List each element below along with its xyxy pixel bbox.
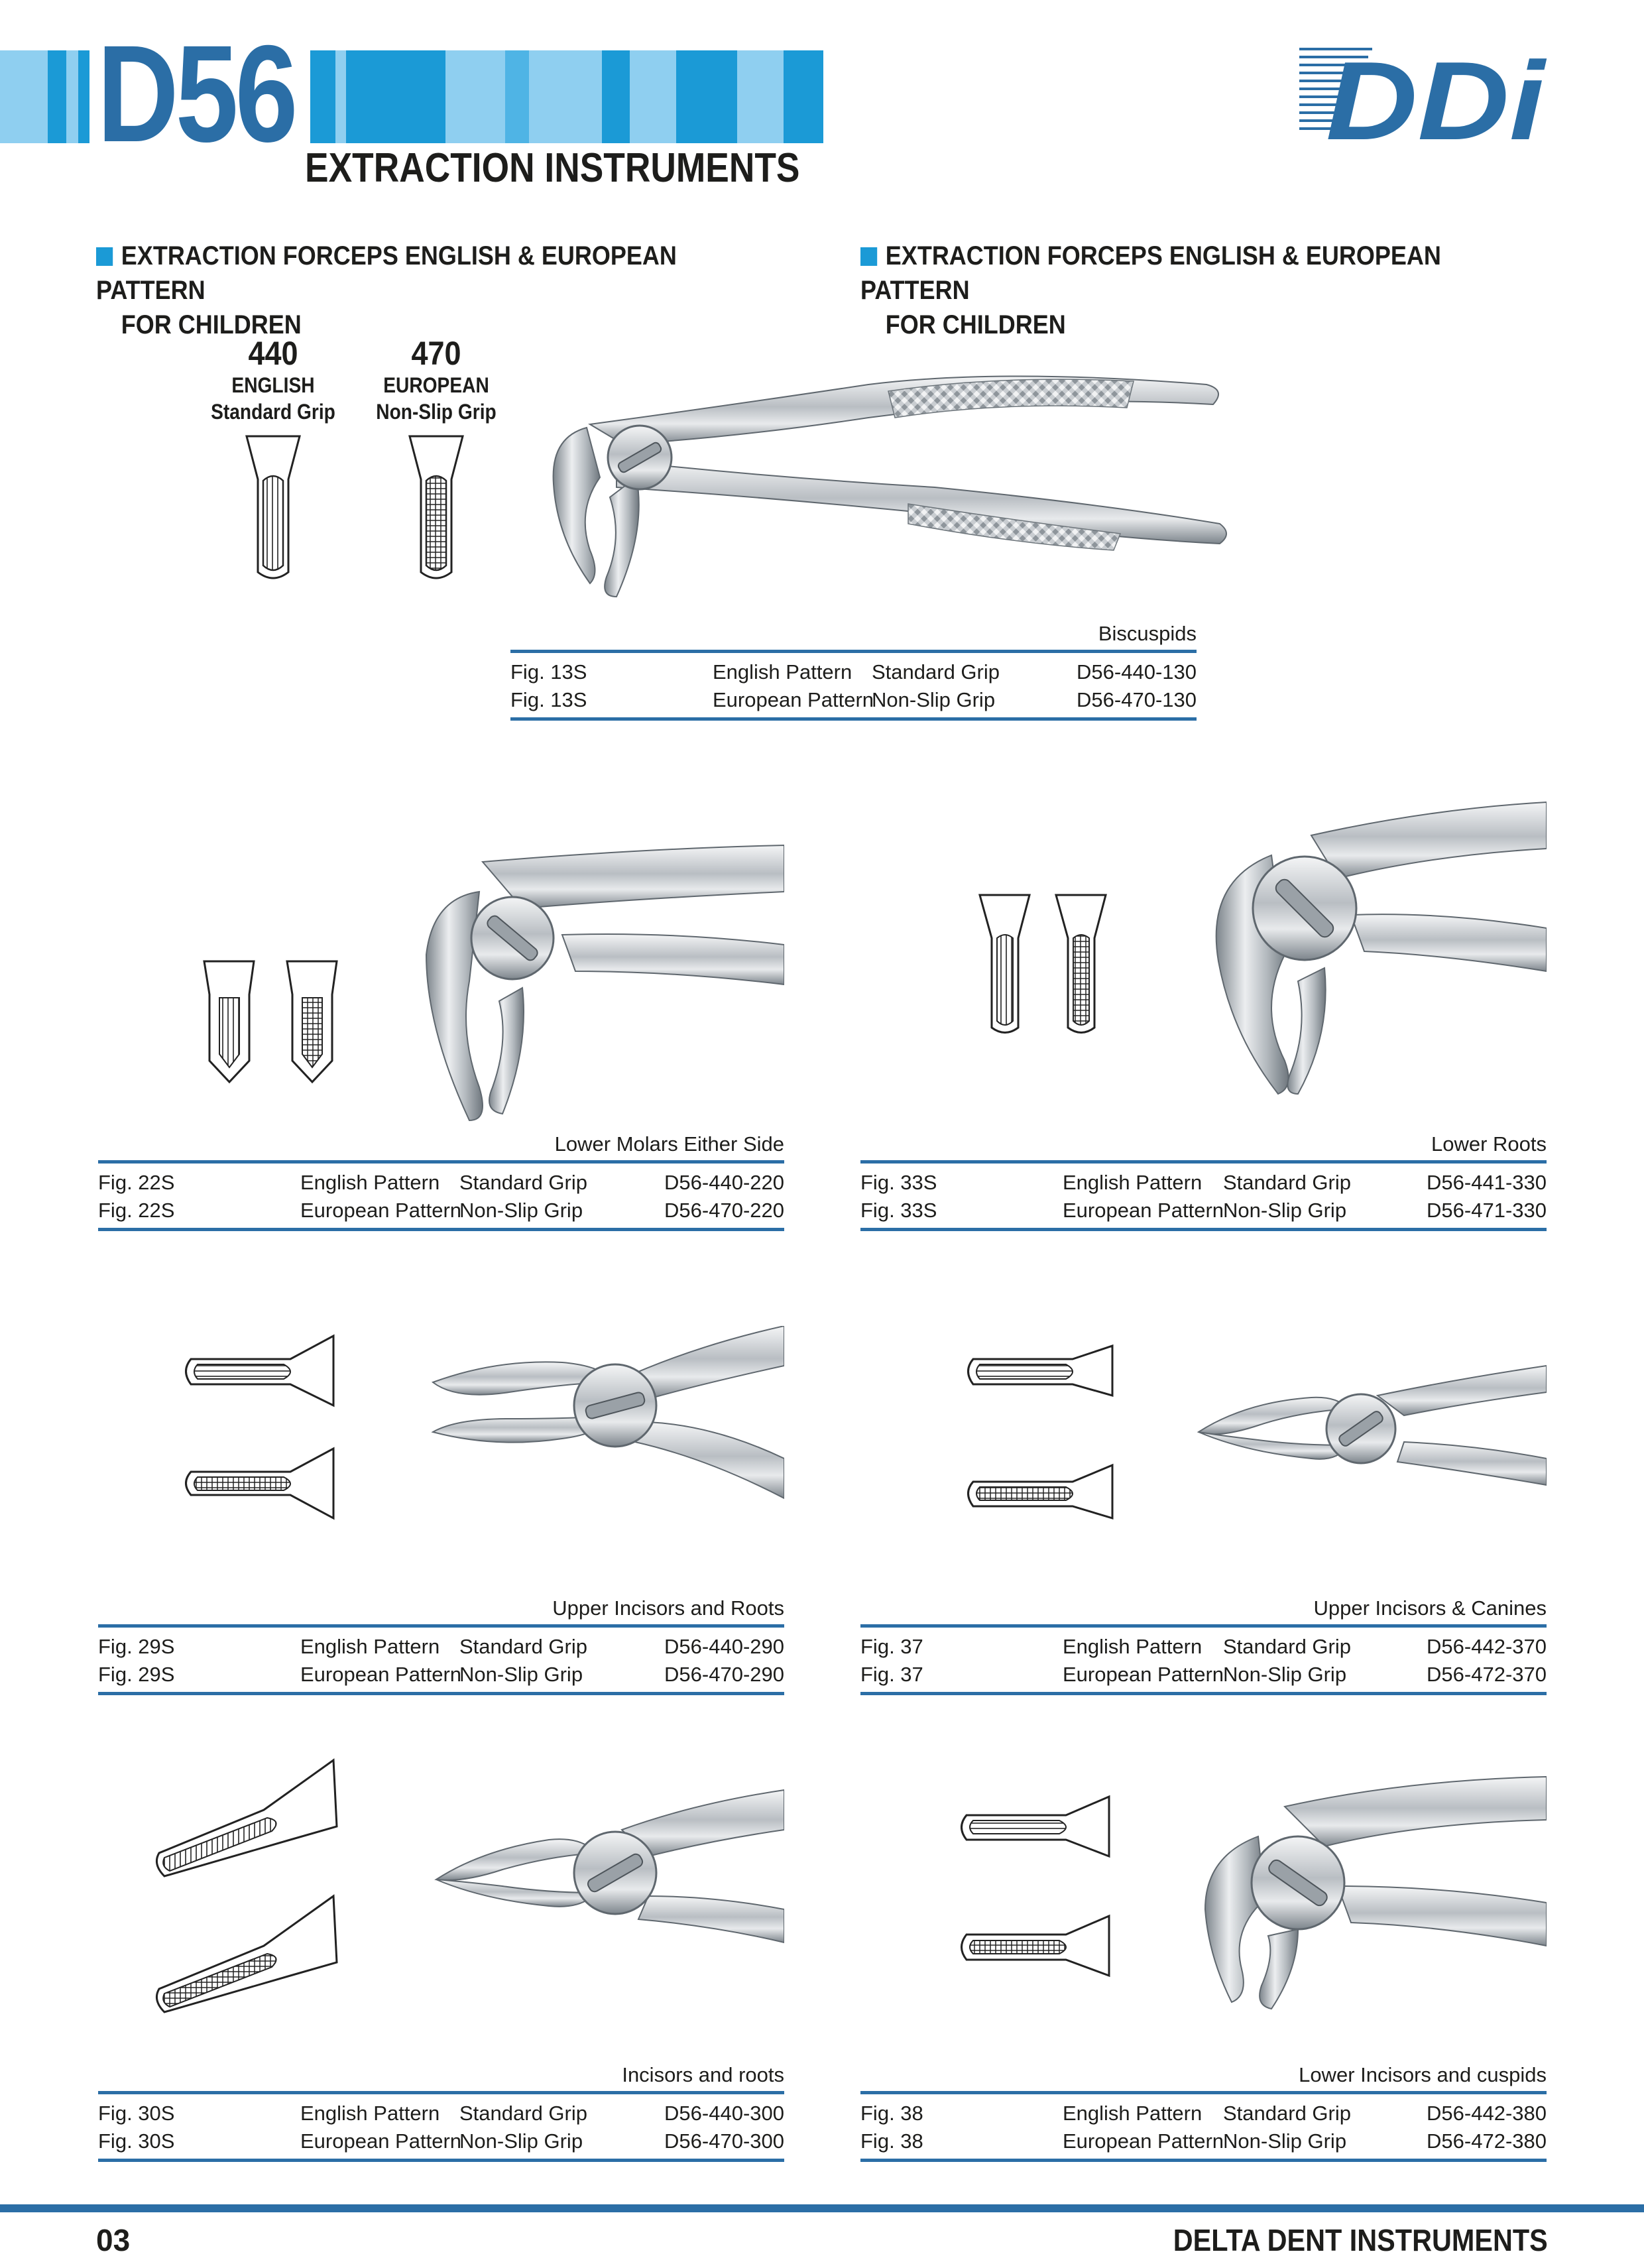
section-heading-line: EXTRACTION FORCEPS ENGLISH & EUROPEAN PATTERN [860, 241, 1441, 305]
grip-type: Standard Grip [1223, 1635, 1351, 1658]
product-fig-37 [860, 1326, 1547, 1710]
forceps-upper-incisors-roots-image [98, 1326, 784, 1604]
forceps-lower-molars-image [98, 835, 784, 1127]
product-caption: Incisors and roots [622, 2063, 784, 2086]
grip-type: Non-Slip Grip [459, 1663, 583, 1686]
product-code: D56-440-300 [664, 2102, 784, 2125]
header-stripe [445, 50, 505, 143]
divider [98, 1692, 784, 1695]
forceps-incisors-roots-image [98, 1757, 784, 2075]
product-row [98, 1199, 784, 1225]
grip-type: Standard Grip [459, 2102, 587, 2125]
page-number: 03 [96, 2223, 131, 2257]
header-stripe [0, 50, 48, 143]
fig-number: Fig. 13S [510, 660, 587, 684]
product-row [860, 2102, 1547, 2128]
product-row [860, 1199, 1547, 1225]
fig-number: Fig. 38 [860, 2102, 923, 2125]
product-code: D56-440-130 [1077, 660, 1197, 684]
product-fig-33s [860, 796, 1547, 1233]
grip-type: Non-Slip Grip [872, 688, 996, 711]
square-bullet-icon [860, 247, 877, 266]
pattern-name: English Pattern [1063, 2102, 1203, 2125]
forceps-upper-incisors-canines-image [860, 1326, 1547, 1604]
pattern-name: European Pattern [300, 1663, 462, 1686]
pattern-name: English Pattern [1063, 1635, 1203, 1658]
grip-illustration-pair [969, 1346, 1113, 1518]
pattern-name: English Pattern [1063, 1171, 1203, 1194]
grip-type: Non-Slip Grip [1223, 1663, 1347, 1686]
grip-type: Non-Slip Grip [1223, 1199, 1347, 1222]
divider [98, 1228, 784, 1231]
product-code: D56-442-380 [1427, 2102, 1547, 2125]
fig-number: Fig. 29S [98, 1663, 175, 1686]
forceps-biscuspids-image [537, 345, 1439, 617]
product-row [860, 1635, 1547, 1661]
legend-european [363, 335, 509, 589]
fig-number: Fig. 13S [510, 688, 587, 711]
divider [510, 717, 1197, 721]
product-code: D56-441-330 [1427, 1171, 1547, 1194]
header-stripe [346, 50, 445, 143]
divider [860, 1624, 1547, 1628]
header-stripe [737, 50, 784, 143]
grip-illustration-pair [204, 961, 337, 1082]
divider [860, 1692, 1547, 1695]
product-code: D56-440-220 [664, 1171, 784, 1194]
product-caption: Lower Incisors and cuspids [1299, 2063, 1547, 2086]
fig-number: Fig. 29S [98, 1635, 175, 1658]
product-row [98, 2102, 784, 2128]
header-stripe [505, 50, 529, 143]
non-slip-grip-icon [406, 433, 466, 585]
product-code: D56-440-290 [664, 1635, 784, 1658]
product-caption: Upper Incisors and Roots [552, 1596, 784, 1620]
legend-pattern: ENGLISH [231, 373, 315, 397]
forceps-lower-roots-image [860, 796, 1547, 1127]
fig-number: Fig. 22S [98, 1199, 175, 1222]
header-stripe [676, 50, 737, 143]
product-caption: Upper Incisors & Canines [1313, 1596, 1547, 1620]
fig-number: Fig. 33S [860, 1199, 937, 1222]
product-caption: Lower Molars Either Side [554, 1132, 784, 1156]
forceps-lower-incisors-cuspids-image [860, 1757, 1547, 2075]
header-stripe [784, 50, 823, 143]
divider [98, 2159, 784, 2162]
fig-number: Fig. 22S [98, 1171, 175, 1194]
pattern-name: European Pattern [713, 688, 874, 711]
pattern-name: European Pattern [300, 2129, 462, 2153]
grip-type: Standard Grip [459, 1635, 587, 1658]
product-fig-13s [510, 345, 1197, 729]
section-heading-right [860, 239, 1469, 342]
pattern-name: European Pattern [300, 1199, 462, 1222]
company-name: DELTA DENT INSTRUMENTS [1173, 2223, 1548, 2257]
legend-grip: Standard Grip [211, 400, 335, 424]
product-fig-29s [98, 1326, 784, 1710]
product-row [860, 1663, 1547, 1689]
divider [510, 650, 1197, 653]
divider [860, 2159, 1547, 2162]
product-fig-38 [860, 1757, 1547, 2181]
pattern-name: English Pattern [713, 660, 852, 684]
legend-grip: Non-Slip Grip [376, 400, 497, 424]
grip-type: Non-Slip Grip [459, 1199, 583, 1222]
header-stripe [335, 50, 346, 143]
legend-pattern: EUROPEAN [383, 373, 489, 397]
pattern-name: English Pattern [300, 1171, 440, 1194]
grip-type: Standard Grip [1223, 2102, 1351, 2125]
grip-illustration-pair [156, 1760, 337, 2012]
header-stripe [310, 50, 335, 143]
product-fig-22s [98, 835, 784, 1233]
header-stripe [630, 50, 676, 143]
product-row [98, 1663, 784, 1689]
divider [98, 1624, 784, 1628]
pattern-name: English Pattern [300, 2102, 440, 2125]
product-row [510, 688, 1197, 715]
product-row [510, 660, 1197, 687]
section-heading-left [96, 239, 705, 342]
grip-type: Standard Grip [872, 660, 1000, 684]
header-stripe [66, 50, 78, 143]
legend-number: 440 [248, 335, 298, 372]
product-row [98, 1635, 784, 1661]
product-code: D56-472-370 [1427, 1663, 1547, 1686]
pattern-name: European Pattern [1063, 1663, 1224, 1686]
header-stripe [529, 50, 602, 143]
product-caption: Lower Roots [1431, 1132, 1547, 1156]
pattern-name: European Pattern [1063, 1199, 1224, 1222]
page-subtitle: EXTRACTION INSTRUMENTS [305, 145, 800, 191]
fig-number: Fig. 37 [860, 1635, 923, 1658]
pattern-name: European Pattern [1063, 2129, 1224, 2153]
section-heading-line: FOR CHILDREN [121, 310, 302, 339]
standard-grip-icon [243, 433, 303, 585]
section-heading-line: EXTRACTION FORCEPS ENGLISH & EUROPEAN PATTERN [96, 241, 677, 305]
product-code: D56-442-370 [1427, 1635, 1547, 1658]
catalog-code: D56 [89, 34, 302, 154]
pattern-name: English Pattern [300, 1635, 440, 1658]
legend-number: 470 [411, 335, 461, 372]
logo-text: DDi [1326, 40, 1547, 146]
divider [98, 1160, 784, 1164]
square-bullet-icon [96, 247, 113, 266]
product-row [860, 1171, 1547, 1197]
divider [860, 1160, 1547, 1164]
grip-illustration-pair [186, 1336, 334, 1518]
product-code: D56-470-300 [664, 2129, 784, 2153]
product-code: D56-470-220 [664, 1199, 784, 1222]
grip-illustration-pair [962, 1797, 1110, 1976]
product-row [98, 2129, 784, 2156]
product-code: D56-471-330 [1427, 1199, 1547, 1222]
section-heading-line: FOR CHILDREN [885, 310, 1066, 339]
ddi-logo [1299, 40, 1551, 146]
fig-number: Fig. 37 [860, 1663, 923, 1686]
product-caption: Biscuspids [1098, 622, 1197, 645]
legend-english [200, 335, 346, 589]
footer-rule [0, 2204, 1644, 2212]
header-stripe [602, 50, 630, 143]
divider [98, 2091, 784, 2094]
divider [860, 1228, 1547, 1231]
fig-number: Fig. 38 [860, 2129, 923, 2153]
grip-type: Standard Grip [459, 1171, 587, 1194]
grip-type: Non-Slip Grip [459, 2129, 583, 2153]
grip-type: Standard Grip [1223, 1171, 1351, 1194]
product-code: D56-470-130 [1077, 688, 1197, 711]
product-fig-30s [98, 1757, 784, 2181]
grip-illustration-pair [980, 895, 1106, 1033]
header-stripe [48, 50, 66, 143]
fig-number: Fig. 30S [98, 2129, 175, 2153]
product-code: D56-470-290 [664, 1663, 784, 1686]
divider [860, 2091, 1547, 2094]
grip-type: Non-Slip Grip [1223, 2129, 1347, 2153]
product-row [98, 1171, 784, 1197]
product-row [860, 2129, 1547, 2156]
product-code: D56-472-380 [1427, 2129, 1547, 2153]
fig-number: Fig. 30S [98, 2102, 175, 2125]
fig-number: Fig. 33S [860, 1171, 937, 1194]
